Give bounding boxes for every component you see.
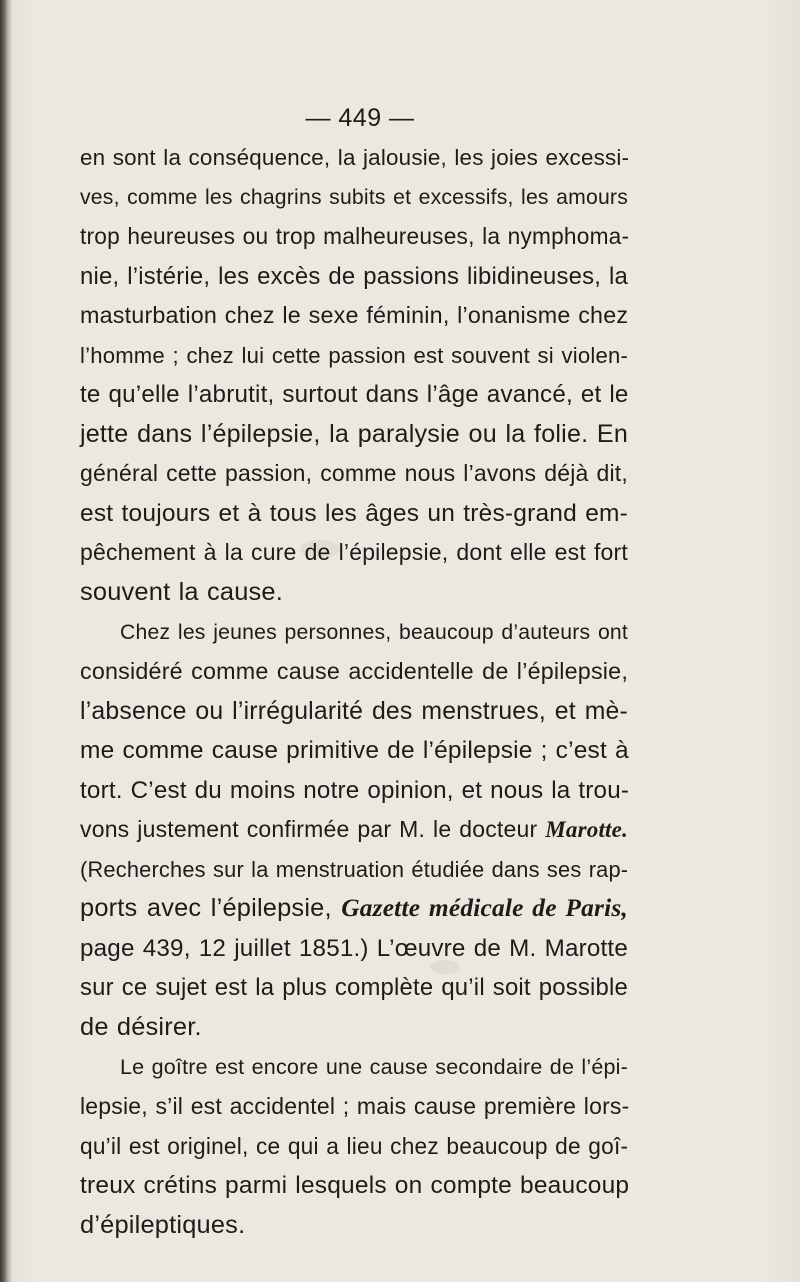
body-text	[80, 138, 628, 1245]
text-line: pêchement à la cure de l’épilepsie, dont elle est fort	[80, 539, 628, 566]
text-line: te qu’elle l’abrutit, surtout dans l’âge avancé, et le	[80, 381, 629, 409]
text-line: trop heureuses ou trop malheureuses, la nymphoma-	[80, 223, 630, 250]
text-line: masturbation chez le sexe féminin, l’onanisme chez	[80, 302, 629, 329]
paragraph-3	[80, 1048, 628, 1246]
text-line: jette dans l’épilepsie, la paralysie ou la folie. En	[80, 419, 628, 448]
text-line: page 439, 12 juillet 1851.) L’œuvre de M. Marotte	[80, 934, 628, 962]
text-line: est toujours et à tous les âges un très-grand em-	[80, 499, 628, 527]
text-line: tort. C’est du moins notre opinion, et nous la trou-	[80, 776, 630, 804]
text-line: considéré comme cause accidentelle de l’épilepsie,	[80, 658, 628, 685]
journal-title-italic: Gazette médicale de Paris,	[341, 894, 628, 923]
text-line: (Recherches sur la menstruation étudiée dans ses rap-	[80, 856, 629, 882]
text-line: me comme cause primitive de l’épilepsie ; c’est à	[80, 737, 629, 765]
paragraph-2	[80, 613, 628, 1048]
text-line: sur ce sujet est la plus complète qu’il soit possible	[80, 974, 628, 1002]
paragraph-1	[80, 138, 628, 613]
text-line: en sont la conséquence, la jalousie, les joies excessi-	[80, 145, 630, 170]
text-line-with-italic	[80, 810, 628, 850]
text-line: nie, l’istérie, les excès de passions libidineuses, la	[80, 262, 628, 290]
text-segment: ports avec l’épilepsie,	[80, 894, 332, 923]
text-line: qu’il est originel, ce qui a lieu chez beaucoup de goî-	[80, 1132, 629, 1159]
page-number: — 449 —	[305, 104, 415, 132]
text-line: général cette passion, comme nous l’avons déjà dit,	[80, 460, 628, 487]
text-line-with-italic	[80, 889, 628, 929]
text-line: d’épileptiques.	[80, 1210, 246, 1239]
text-line: l’homme ; chez lui cette passion est souvent si violen-	[80, 342, 628, 368]
text-line: souvent la cause.	[80, 578, 284, 607]
book-binding-edge	[0, 0, 12, 1282]
text-line: Le goître est encore une cause secondaire de l’épi-	[120, 1054, 628, 1079]
text-segment: vons justement confirmée par M. le docteur	[80, 816, 538, 843]
text-line: ves, comme les chagrins subits et excessifs, les amours	[80, 185, 628, 209]
text-line: Chez les jeunes personnes, beaucoup d’auteurs ont	[120, 620, 628, 644]
text-line: de désirer.	[80, 1013, 202, 1042]
author-name-italic: Marotte.	[545, 817, 629, 843]
text-line: lepsie, s’il est accidentel ; mais cause première lors-	[80, 1093, 630, 1120]
text-line: treux crétins parmi lesquels on compte beaucoup	[80, 1172, 630, 1200]
text-line: l’absence ou l’irrégularité des menstrues, et mè-	[80, 697, 628, 725]
